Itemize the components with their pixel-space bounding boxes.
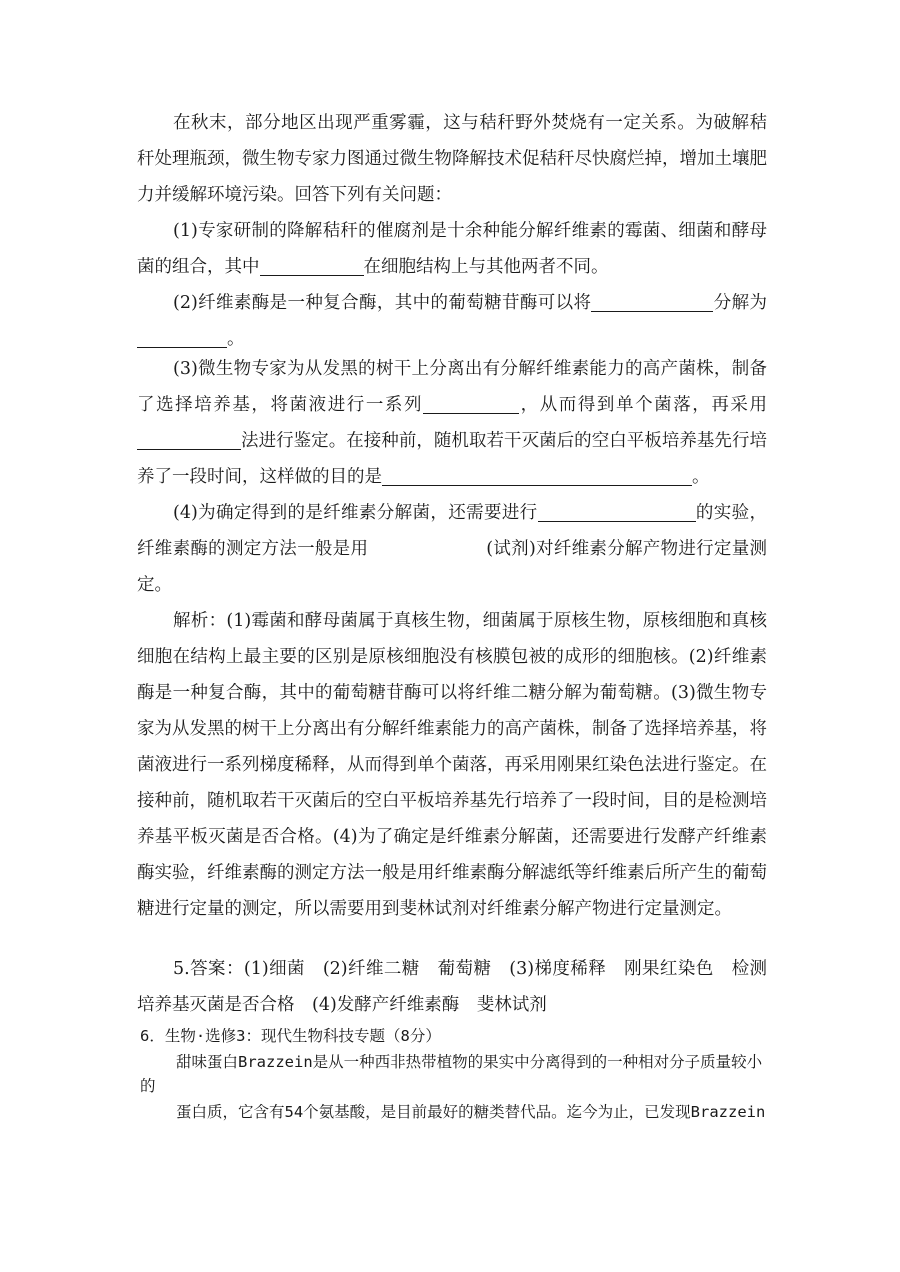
- q4-answer-blank-1: [538, 499, 696, 522]
- q2-answer-blank-2: [137, 325, 227, 348]
- question-2: [137, 285, 767, 357]
- q1-text-a: (1)专家研制的降解秸秆的催腐剂是十余种能分解纤维素的霉菌、细菌和酵母菌的组合，其中: [137, 221, 767, 277]
- q3-text-b: ，从而得到单个菌落，再采用: [519, 395, 768, 415]
- answer-paragraph: 5.答案：(1)细菌 (2)纤维二糖 葡萄糖 (3)梯度稀释 刚果红染色 检测培养基灭菌是否合格 (4)发酵产纤维素酶 斐林试剂: [137, 959, 767, 1015]
- analysis-paragraph: 解析：(1)霉菌和酵母菌属于真核生物，细菌属于原核生物，原核细胞和真核细胞在结构上最主要的区别是原核细胞没有核膜包被的成形的细胞核。(2)纤维素酶是一种复合酶，其中的葡萄糖苷酶可以将纤维二糖分解为葡萄糖。(3)微生物专家为从发黑的树干上分离出有分解纤维素能力的高产菌株，制备了选择培养基，将菌液进行一系列梯度稀释，从而得到单个菌落，再采用刚果红染色法进行鉴定。在接种前，随机取若干灭菌后的空白平板培养基先行培养了一段时间，目的是检测培养基平板灭菌是否合格。(4)为了确定是纤维素分解菌，还需要进行发酵产纤维素酶实验，纤维素酶的测定方法一般是用纤维素酶分解滤纸等纤维素后所产生的葡萄糖进行定量的测定，所以需要用到斐林试剂对纤维素分解产物进行定量测定。: [137, 611, 767, 919]
- q4-text-a: (4)为确定得到的是纤维素分解菌，还需要进行: [173, 503, 538, 523]
- q1-answer-blank: [260, 253, 364, 276]
- q2-text-a: (2)纤维素酶是一种复合酶，其中的葡萄糖苷酶可以将: [173, 293, 592, 313]
- q3-answer-blank-1: [423, 391, 519, 414]
- q2-answer-blank-1: [591, 289, 713, 312]
- section-6-line-1: 甜味蛋白Brazzein是从一种西非热带植物的果实中分离得到的一种相对分子质量较小的: [140, 1053, 763, 1095]
- question-4: [137, 495, 767, 603]
- q3-answer-blank-3: [382, 463, 692, 486]
- question-3: [137, 351, 767, 495]
- q2-text-c: 。: [227, 329, 245, 349]
- q3-text-a: (3)微生物专家为从发黑的树干上分离出有分解纤维素能力的高产菌株，制备了选择培养基，将菌液进行一系列: [137, 359, 767, 415]
- q1-text-b: 在细胞结构上与其他两者不同。: [363, 257, 609, 277]
- q3-text-c: 法进行鉴定。在接种前，随机取若干灭菌后的空白平板培养基先行培养了一段时间，这样做的目的是: [137, 431, 767, 487]
- q3-answer-blank-2: [137, 427, 241, 450]
- section-6-heading: 6．生物·选修3：现代生物科技专题（8分）: [140, 1027, 441, 1045]
- q4-text-c: (试剂)对纤维素分解产物进行定量测定。: [137, 539, 768, 595]
- q3-text-d: 。: [692, 467, 710, 487]
- intro-paragraph: 在秋末，部分地区出现严重雾霾，这与秸秆野外焚烧有一定关系。为破解秸秆处理瓶颈，微生物专家力图通过微生物降解技术促秸秆尽快腐烂掉，增加土壤肥力并缓解环境污染。回答下列有关问题：: [137, 113, 767, 205]
- q4-text-b: 的实验，纤维素酶的测定方法一般是用: [137, 503, 767, 559]
- section-6-line-2: 蛋白质，它含有54个氨基酸，是目前最好的糖类替代品。迄今为止，已发现Brazzein: [176, 1103, 766, 1121]
- question-1: [137, 213, 767, 285]
- q2-text-b: 分解为: [713, 293, 767, 313]
